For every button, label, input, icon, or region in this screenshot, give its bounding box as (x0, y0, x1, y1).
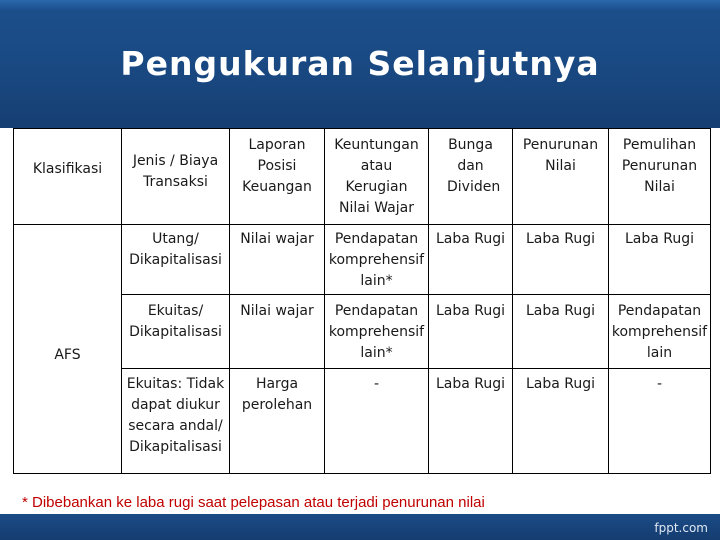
measurement-table (0, 128, 720, 514)
classification-cell (13, 224, 121, 474)
row1-keuntungan (324, 224, 428, 294)
footer-bar (0, 514, 720, 540)
row3-penurunan (512, 368, 608, 474)
cell-text: - (373, 376, 380, 392)
cell-text: Laba Rugi (435, 303, 506, 319)
header-text: Penurunan Nilai (522, 137, 599, 174)
cell-text: Nilai wajar (240, 303, 314, 319)
row1-pemulihan (608, 224, 711, 294)
row3-laporan (229, 368, 324, 474)
row2-penurunan (512, 294, 608, 368)
header-text: Jenis / Biaya Transaksi (132, 153, 219, 190)
row2-bunga (428, 294, 512, 368)
header-klasifikasi (13, 128, 121, 224)
slide-content (0, 128, 720, 514)
cell-text: Laba Rugi (435, 376, 506, 392)
watermark: fppt.com (654, 521, 708, 535)
cell-text: Laba Rugi (525, 231, 596, 247)
row3-jenis (121, 368, 229, 474)
row1-jenis (121, 224, 229, 294)
row3-keuntungan (324, 368, 428, 474)
cell-text: Laba Rugi (435, 231, 506, 247)
header-keuntungan (324, 128, 428, 224)
header-bunga (428, 128, 512, 224)
header-laporan (229, 128, 324, 224)
header-jenis (121, 128, 229, 224)
header-text: Keuntungan atau Kerugian Nilai Wajar (334, 137, 419, 216)
cell-text: Laba Rugi (525, 303, 596, 319)
row1-penurunan (512, 224, 608, 294)
row3-bunga (428, 368, 512, 474)
cell-text: Pendapatan komprehensif lain* (328, 303, 425, 361)
cell-text: Pendapatan komprehensif lain (611, 303, 708, 361)
header-pemulihan (608, 128, 711, 224)
row2-keuntungan (324, 294, 428, 368)
header-text: Bunga dan Dividen (447, 137, 501, 195)
cell-text: Ekuitas: Tidak dapat diukur secara andal/ Dikapitalisasi (126, 376, 225, 455)
row1-bunga (428, 224, 512, 294)
row1-laporan (229, 224, 324, 294)
classification-text: AFS (54, 347, 81, 363)
cell-text: Laba Rugi (525, 376, 596, 392)
header-text: Laporan Posisi Keuangan (242, 137, 312, 195)
row3-pemulihan (608, 368, 711, 474)
header-penurunan (512, 128, 608, 224)
row2-pemulihan (608, 294, 711, 368)
footnote: * Dibebankan ke laba rugi saat pelepasan atau terjadi penurunan nilai (22, 494, 485, 511)
cell-text: Ekuitas/ Dikapitalisasi (129, 303, 222, 340)
cell-text: - (656, 376, 663, 392)
cell-text: Pendapatan komprehensif lain* (328, 231, 425, 289)
cell-text: Laba Rugi (624, 231, 695, 247)
header-text: Klasifikasi (32, 161, 103, 177)
cell-text: Harga perolehan (241, 376, 313, 413)
slide-title: Pengukuran Selanjutnya (120, 44, 600, 83)
row2-jenis (121, 294, 229, 368)
cell-text: Nilai wajar (240, 231, 314, 247)
header-text: Pemulihan Penurunan Nilai (621, 137, 698, 195)
cell-text: Utang/ Dikapitalisasi (129, 231, 222, 268)
row2-laporan (229, 294, 324, 368)
